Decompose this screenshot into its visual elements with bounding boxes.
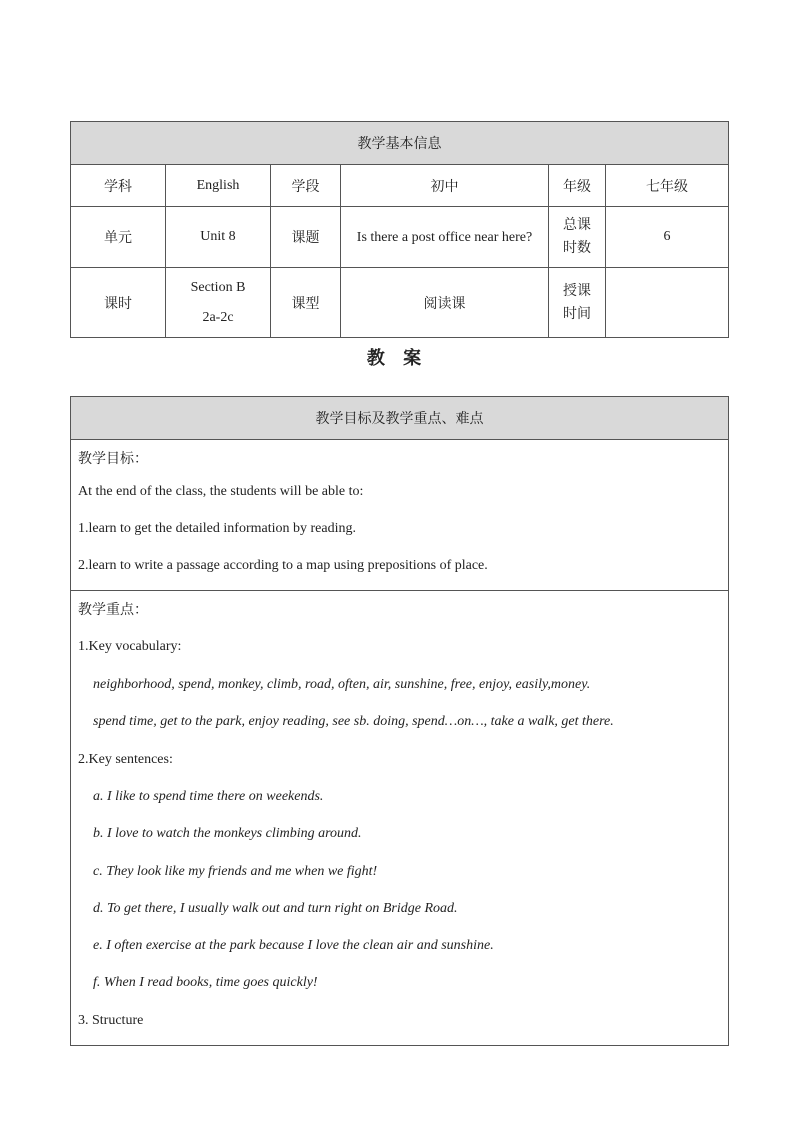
vocabulary-phrases: spend time, get to the park, enjoy reading, see sb. doing, spend…on…, take a walk, get there.	[93, 714, 614, 729]
lesson-type-label: 课型	[271, 268, 341, 338]
teaching-time-label: 授课时间	[549, 268, 606, 338]
lesson-type-value: 阅读课	[341, 268, 549, 338]
subject-label: 学科	[71, 165, 166, 207]
objectives-line-3: 2.learn to write a passage according to a map using prepositions of place.	[78, 558, 488, 573]
total-periods-value: 6	[606, 207, 729, 268]
grade-value: 七年级	[606, 165, 729, 207]
basic-info-header: 教学基本信息	[71, 122, 729, 165]
sentence-c: c. They look like my friends and me when we fight!	[93, 864, 378, 879]
sentence-b: b. I love to watch the monkeys climbing around.	[93, 826, 362, 841]
objectives-cell	[71, 440, 729, 591]
structure-title: 3. Structure	[78, 1013, 144, 1028]
grade-label: 年级	[549, 165, 606, 207]
sentence-d: d. To get there, I usually walk out and turn right on Bridge Road.	[93, 901, 458, 916]
total-periods-label: 总课时数	[549, 207, 606, 268]
sentence-f: f. When I read books, time goes quickly!	[93, 975, 318, 990]
objectives-label: 教学目标：	[78, 451, 148, 467]
sentence-e: e. I often exercise at the park because I love the clean air and sunshine.	[93, 938, 494, 953]
objectives-line-2: 1.learn to get the detailed information by reading.	[78, 521, 356, 536]
vocabulary-title: 1.Key vocabulary:	[78, 639, 182, 654]
topic-label: 课题	[271, 207, 341, 268]
stage-label: 学段	[271, 165, 341, 207]
period-label: 课时	[71, 268, 166, 338]
key-points-cell	[71, 591, 729, 1046]
sentence-a: a. I like to spend time there on weekends.	[93, 789, 324, 804]
section-part-value: 2a-2c	[202, 309, 234, 325]
teaching-time-value	[606, 268, 729, 338]
subject-value: English	[166, 165, 271, 207]
sentences-title: 2.Key sentences:	[78, 752, 173, 767]
key-points-label: 教学重点：	[78, 602, 148, 618]
objectives-line-1: At the end of the class, the students will be able to:	[78, 484, 364, 499]
lesson-plan-table	[70, 396, 729, 1046]
document-title: 教 案	[366, 348, 428, 369]
objectives-header: 教学目标及教学重点、难点	[71, 397, 729, 440]
basic-info-table	[70, 121, 729, 338]
topic-value: Is there a post office near here?	[341, 207, 549, 268]
unit-value: Unit 8	[166, 207, 271, 268]
vocabulary-words: neighborhood, spend, monkey, climb, road, often, air, sunshine, free, enjoy, easily,money.	[93, 677, 591, 692]
section-value: Section B	[190, 279, 246, 295]
unit-label: 单元	[71, 207, 166, 268]
section-cell	[166, 268, 271, 338]
stage-value: 初中	[341, 165, 549, 207]
